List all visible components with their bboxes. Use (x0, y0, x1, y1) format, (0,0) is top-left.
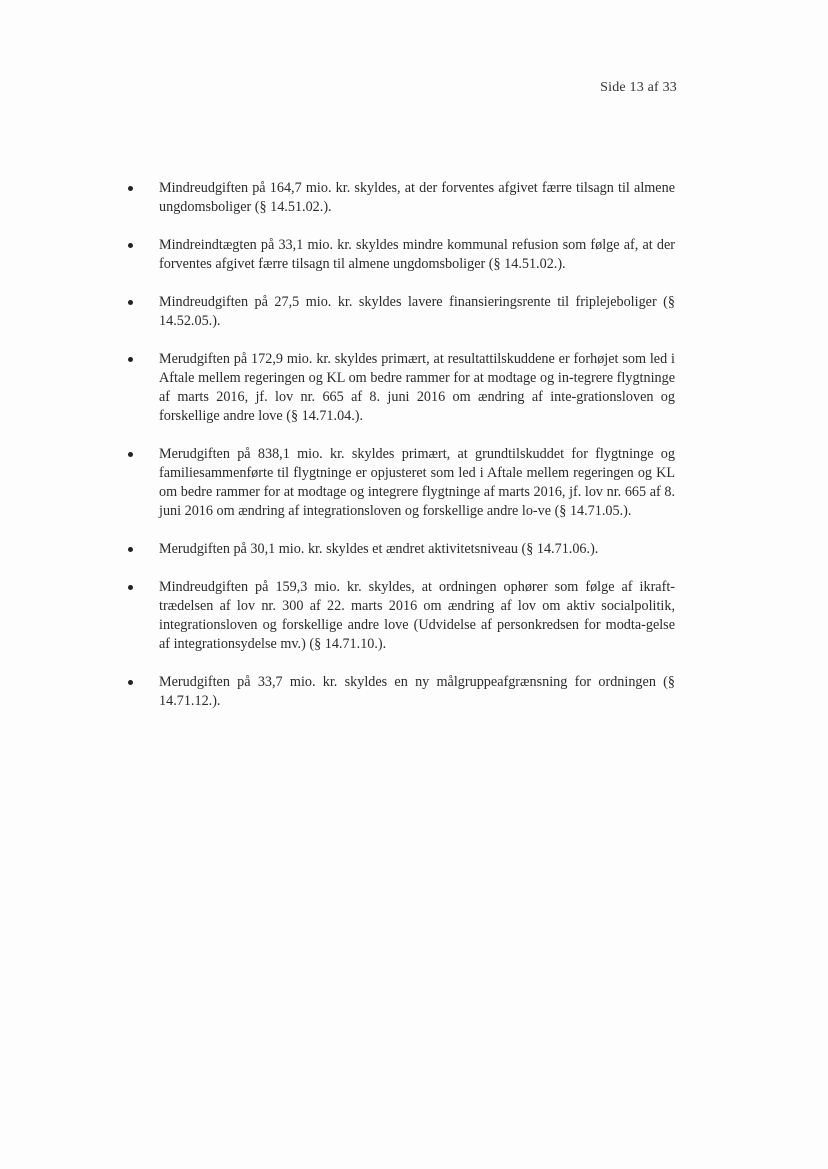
list-item (0, 236, 675, 274)
bullet-text: Merudgiften på 838,1 mio. kr. skyldes primært, at grundtilskuddet for flygtninge og familiesammenførte til flygtninge er opjusteret som led i Aftale mellem regeringen og KL om bedre rammer for at modtage og integrere flygtninge af marts 2016, jf. lov nr. 665 af 8. juni 2016 om ændring af integrationsloven og forskellige andre lo-ve (§ 14.71.05.). (159, 446, 675, 519)
bullet-list (0, 179, 828, 730)
list-item (0, 540, 675, 559)
bullet-dot-icon (128, 680, 133, 685)
bullet-text: Mindreudgiften på 27,5 mio. kr. skyldes lavere finansieringsrente til friplejeboliger (§ 14.52.05.). (159, 294, 675, 329)
bullet-text: Merudgiften på 30,1 mio. kr. skyldes et ændret aktivitetsniveau (§ 14.71.06.). (159, 541, 599, 557)
list-item (0, 179, 675, 217)
bullet-dot-icon (128, 547, 133, 552)
page-number: Side 13 af 33 (600, 80, 677, 95)
bullet-text: Mindreudgiften på 164,7 mio. kr. skyldes, at der forventes afgivet færre tilsagn til almene ungdomsboliger (§ 14.51.02.). (159, 180, 675, 215)
bullet-dot-icon (128, 585, 133, 590)
bullet-text: Merudgiften på 172,9 mio. kr. skyldes primært, at resultattilskuddene er forhøjet som led i Aftale mellem regeringen og KL om bedre rammer for at modtage og in-tegrere flygtninge af marts 2016, jf. lov nr. 665 af 8. juni 2016 om ændring af inte-grationsloven og forskellige andre love (§ 14.71.04.). (159, 351, 675, 424)
list-item (0, 445, 675, 521)
bullet-dot-icon (128, 357, 133, 362)
bullet-text: Merudgiften på 33,7 mio. kr. skyldes en ny målgruppeafgrænsning for ordningen (§ 14.71.12.). (159, 674, 675, 709)
bullet-dot-icon (128, 452, 133, 457)
bullet-dot-icon (128, 243, 133, 248)
bullet-dot-icon (128, 300, 133, 305)
list-item (0, 293, 675, 331)
bullet-dot-icon (128, 186, 133, 191)
list-item (0, 578, 675, 654)
bullet-text: Mindreudgiften på 159,3 mio. kr. skyldes, at ordningen ophører som følge af ikraft-trædelsen af lov nr. 300 af 22. marts 2016 om ændring af lov om aktiv socialpolitik, integrationsloven og forskellige andre love (Udvidelse af personkredsen for modta-gelse af integrationsydelse mv.) (§ 14.71.10.). (159, 579, 675, 652)
bullet-text: Mindreindtægten på 33,1 mio. kr. skyldes mindre kommunal refusion som følge af, at der forventes afgivet færre tilsagn til almene ungdomsboliger (§ 14.51.02.). (159, 237, 675, 272)
list-item (0, 673, 675, 711)
list-item (0, 350, 675, 426)
